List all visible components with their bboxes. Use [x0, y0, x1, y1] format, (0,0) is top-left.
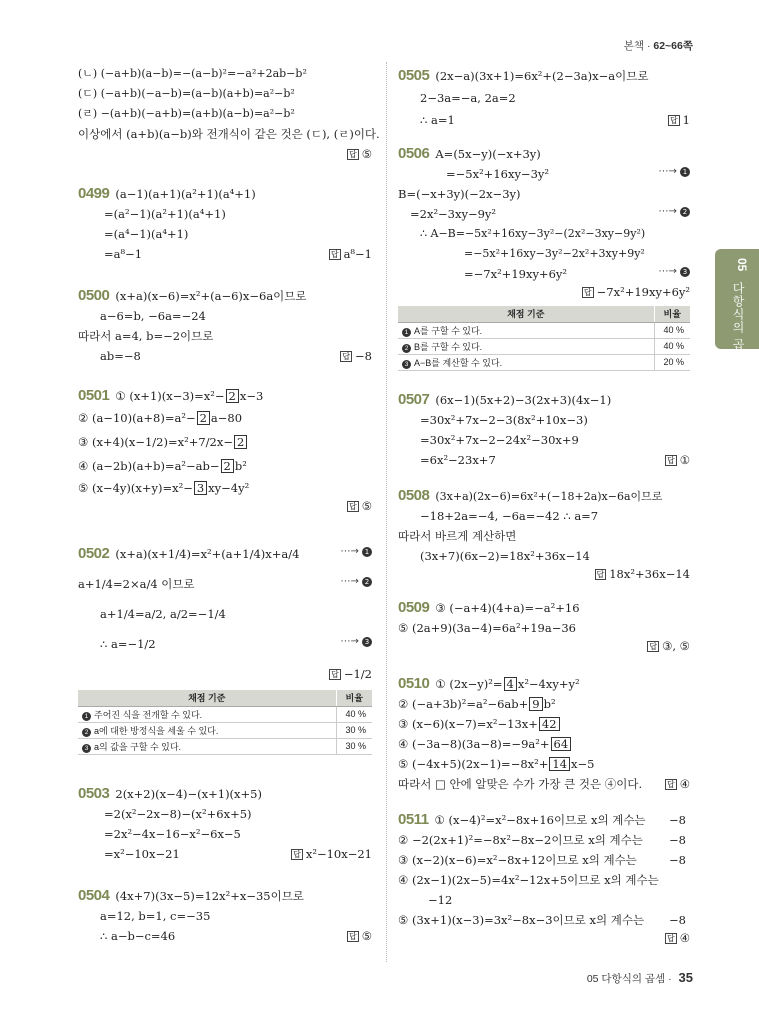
blank-box: 14	[549, 757, 570, 771]
problem-0504-line: a=12, b=1, c=−35	[100, 909, 211, 923]
table-row: 1 A를 구할 수 있다. 40 %	[398, 322, 690, 338]
problem-number: 0504	[78, 887, 110, 904]
answer-0499: 답 a⁸−1	[330, 247, 372, 261]
problem-0498-line: 이상에서 (a+b)(a−b)와 전개식이 같은 것은 (ㄷ), (ㄹ)이다.	[78, 127, 380, 141]
problem-number: 0502	[78, 545, 110, 562]
answer-0508: 답 18x²+36x−14	[596, 567, 690, 581]
grading-rubric-table	[78, 690, 372, 755]
problem-number: 0500	[78, 287, 110, 304]
page-number: 35	[678, 970, 693, 985]
problem-number: 0506	[398, 145, 430, 162]
problem-0503-line: =2x²−4x−16−x²−6x−5	[104, 827, 241, 841]
problem-number: 0499	[78, 185, 110, 202]
chapter-title: 다항식의 곱셈	[731, 282, 745, 365]
problem-0505-line: 2−3a=−a, 2a=2	[420, 91, 516, 105]
problem-0501-line: ② (a−10)(a+8)=a²− 2 a−80	[78, 411, 243, 425]
problem-0499-line: 0499 (a−1)(a+1)(a²+1)(a⁴+1)	[78, 185, 256, 202]
column-divider	[386, 62, 387, 962]
problem-0509-line: 0509 ③ (−a+4)(4+a)=−a²+16	[398, 599, 580, 616]
problem-number: 0509	[398, 599, 430, 616]
step-marker: ⋯→ 2	[340, 576, 372, 587]
answer-0503: 답 x²−10x−21	[293, 847, 372, 861]
problem-number: 0503	[78, 785, 110, 802]
answer-0509: 답 ③, ⑤	[649, 639, 690, 653]
problem-0511-line: ② −2(2x+1)²=−8x²−8x−2이므로 x의 계수는	[398, 833, 643, 847]
problem-0506-line: =−7x²+19xy+6y²	[464, 267, 567, 281]
problem-0506-line: =2x²−3xy−9y²	[410, 207, 497, 221]
problem-0503-line: =2(x²−2x−8)−(x²+6x+5)	[104, 807, 252, 821]
problem-0506-line: =−5x²+16xy−3y²−2x²+3xy+9y²	[464, 247, 645, 260]
problem-0503-line: =x²−10x−21	[104, 847, 180, 861]
problem-0507-line: =30x²+7x−2−3(8x²+10x−3)	[420, 413, 588, 427]
problem-0510-line: 따라서 □ 안에 알맞은 수가 가장 큰 것은 ④이다.	[398, 777, 643, 791]
problem-0505-line: 0505 (2x−a)(3x+1)=6x²+(2−3a)x−a이므로	[398, 67, 649, 84]
blank-box: 2	[226, 389, 239, 403]
problem-0506-line: =−5x²+16xy−3y²	[446, 167, 549, 181]
problem-0504-line: ∴ a−b−c=46	[100, 929, 176, 943]
problem-0511-line: ③ (x−2)(x−6)=x²−8x+12이므로 x의 계수는	[398, 853, 637, 867]
table-row: 1 주어진 식을 전개할 수 있다. 40 %	[78, 706, 372, 722]
answer-0504: 답 ⑤	[348, 929, 372, 943]
problem-0498-line: (ㄹ) −(a+b)(−a+b)=(a+b)(a−b)=a²−b²	[78, 107, 295, 120]
problem-0510-line: ③ (x−6)(x−7)=x²−13x+ 42	[398, 716, 561, 732]
page-footer: 05 다항식의 곱셈 · 35	[586, 970, 693, 985]
problem-0501-line: ⑤ (x−4y)(x+y)=x²− 3 xy−4y²	[78, 481, 250, 495]
problem-0500-line: a−6=b, −6a=−24	[100, 309, 206, 323]
problem-0506-line: B=(−x+3y)(−2x−3y)	[398, 187, 521, 201]
table-header: 채점 기준 비율	[398, 306, 690, 322]
blank-box: 2	[234, 435, 247, 449]
blank-box: 3	[194, 481, 207, 495]
problem-number: 0508	[398, 487, 430, 504]
problem-0510-line: ② (−a+3b)²=a²−6ab+ 9 b²	[398, 697, 556, 711]
step-marker: ⋯→ 3	[340, 636, 372, 647]
coefficient-value: −8	[669, 813, 686, 827]
problem-0503-line: 0503 2(x+2)(x−4)−(x+1)(x+5)	[78, 785, 262, 802]
table-row: 3 a의 값을 구할 수 있다. 30 %	[78, 738, 372, 754]
problem-0511-line: ④ (2x−1)(2x−5)=4x²−12x+5이므로 x의 계수는	[398, 873, 659, 887]
answer-0505: 답 1	[669, 113, 690, 127]
blank-box: 9	[529, 697, 542, 711]
problem-0501-line: ④ (a−2b)(a+b)=a²−ab− 2 b²	[78, 459, 247, 473]
problem-number: 0510	[398, 675, 430, 692]
answer-0511: 답 ④	[666, 931, 690, 945]
problem-0507-line: =30x²+7x−2−24x²−30x+9	[420, 433, 579, 447]
problem-0511-line: 0511 ① (x−4)²=x²−8x+16이므로 x의 계수는	[398, 811, 646, 828]
table-row: 2 a에 대한 방정식을 세울 수 있다. 30 %	[78, 722, 372, 738]
problem-0500-line: ab=−8	[100, 349, 141, 363]
problem-0500-line: 0500 (x+a)(x−6)=x²+(a−6)x−6a이므로	[78, 287, 307, 304]
blank-box: 64	[551, 737, 572, 751]
problem-0502-line: a+1/4=a/2, a/2=−1/4	[100, 607, 226, 621]
problem-0498-line: (ㄴ) (−a+b)(a−b)=−(a−b)²=−a²+2ab−b²	[78, 67, 307, 80]
problem-0508-line: 따라서 바르게 계산하면	[398, 529, 517, 543]
answer-0498: 답 ⑤	[348, 147, 372, 161]
answer-0507: 답 ①	[666, 453, 690, 467]
problem-0501-line: 0501 ① (x+1)(x−3)=x²− 2 x−3	[78, 387, 264, 404]
problem-0508-line: (3x+7)(6x−2)=18x²+36x−14	[420, 549, 590, 563]
problem-0501-line: ③ (x+4)(x−1/2)=x²+7/2x− 2	[78, 434, 248, 450]
problem-0510-line: ④ (−3a−8)(3a−8)=−9a²+ 64	[398, 736, 572, 752]
problem-0507-line: 0507 (6x−1)(5x+2)−3(2x+3)(4x−1)	[398, 391, 612, 408]
table-header: 채점 기준 비율	[78, 690, 372, 706]
blank-box: 2	[221, 459, 234, 473]
blank-box: 2	[197, 411, 210, 425]
problem-0502-line: ∴ a=−1/2	[100, 637, 156, 651]
problem-0502-line: a+1/4=2×a/4 이므로	[78, 577, 195, 591]
answer-0501: 답 ⑤	[348, 499, 372, 513]
problem-0499-line: =(a²−1)(a²+1)(a⁴+1)	[104, 207, 226, 221]
problem-0507-line: =6x²−23x+7	[420, 453, 496, 467]
problem-number: 0507	[398, 391, 430, 408]
grading-rubric-table	[398, 306, 690, 371]
problem-0498-line: (ㄷ) (−a+b)(−a−b)=(a−b)(a+b)=a²−b²	[78, 87, 295, 100]
answer-0510: 답 ④	[666, 777, 690, 791]
problem-0506-line: 0506 A=(5x−y)(−x+3y)	[398, 145, 541, 162]
page-reference: 본책 · 62~66쪽	[623, 40, 693, 52]
problem-0508-line: −18+2a=−4, −6a=−42 ∴ a=7	[420, 509, 599, 523]
problem-0511-line: ⑤ (3x+1)(x−3)=3x²−8x−3이므로 x의 계수는	[398, 913, 645, 927]
answer-0506: 답 −7x²+19xy+6y²	[583, 285, 690, 299]
problem-0510-line: ⑤ (−4x+5)(2x−1)=−8x²+ 14 x−5	[398, 757, 595, 771]
problem-0509-line: ⑤ (2a+9)(3a−4)=6a²+19a−36	[398, 621, 576, 635]
problem-0508-line: 0508 (3x+a)(2x−6)=6x²+(−18+2a)x−6a이므로	[398, 487, 663, 504]
problem-number: 0501	[78, 387, 110, 404]
problem-0506-line: ∴ A−B=−5x²+16xy−3y²−(2x²−3xy−9y²)	[420, 227, 646, 240]
step-marker: ⋯→ 1	[340, 546, 372, 557]
table-row: 3 A−B를 계산할 수 있다. 20 %	[398, 354, 690, 370]
problem-0499-line: =a⁸−1	[104, 247, 143, 261]
problem-0504-line: 0504 (4x+7)(3x−5)=12x²+x−35이므로	[78, 887, 304, 904]
problem-0502-line: 0502 (x+a)(x+1/4)=x²+(a+1/4)x+a/4	[78, 545, 300, 562]
coefficient-value: −8	[669, 833, 686, 847]
blank-box: 4	[504, 677, 517, 691]
problem-0510-line: 0510 ① (2x−y)²= 4 x²−4xy+y²	[398, 675, 580, 692]
chapter-number: 05	[735, 258, 749, 272]
step-marker: ⋯→ 2	[658, 206, 690, 217]
coefficient-value: −12	[428, 893, 453, 907]
problem-0499-line: =(a⁴−1)(a⁴+1)	[104, 227, 189, 241]
problem-number: 0505	[398, 67, 430, 84]
problem-number: 0511	[398, 811, 429, 828]
answer-0502: 답 −1/2	[331, 667, 372, 681]
table-row: 2 B를 구할 수 있다. 40 %	[398, 338, 690, 354]
blank-box: 42	[539, 717, 560, 731]
step-marker: ⋯→ 1	[658, 166, 690, 177]
answer-0500: 답 −8	[342, 349, 372, 363]
coefficient-value: −8	[669, 913, 686, 927]
problem-0500-line: 따라서 a=4, b=−2이므로	[78, 329, 214, 343]
coefficient-value: −8	[669, 853, 686, 867]
problem-0505-line: ∴ a=1	[420, 113, 455, 127]
step-marker: ⋯→ 3	[658, 266, 690, 277]
